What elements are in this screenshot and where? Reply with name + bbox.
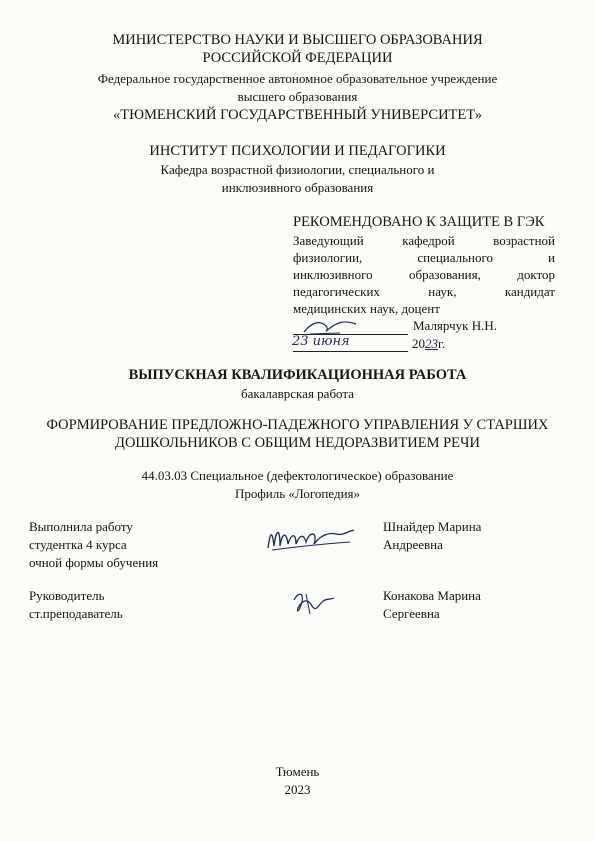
work-subtype: бакалаврская работа xyxy=(241,386,354,401)
supervisor-role-2: ст.преподаватель xyxy=(29,606,123,621)
approval-line: медицинских наук, доцент xyxy=(293,301,440,316)
university-name: «ТЮМЕНСКИЙ ГОСУДАРСТВЕННЫЙ УНИВЕРСИТЕТ» xyxy=(112,107,482,123)
footer-year: 2023 xyxy=(284,782,311,797)
approval-line: педагогических наук, кандидат xyxy=(293,284,555,299)
department-line-2: инклюзивного образования xyxy=(221,180,374,195)
work-type: ВЫПУСКНАЯ КВАЛИФИКАЦИОННАЯ РАБОТА xyxy=(128,367,467,383)
handwritten-date: 23 июня xyxy=(292,334,350,349)
supervisor-name-2: Сергеевна xyxy=(383,606,440,621)
profile: Профиль «Логопедия» xyxy=(234,486,361,501)
approval-line: Заведующий кафедрой возрастной xyxy=(293,233,555,248)
supervisor-role-1: Руководитель xyxy=(29,588,105,603)
specialty: 44.03.03 Специальное (дефектологическое) образование xyxy=(141,468,454,483)
date-underline xyxy=(293,351,408,352)
supervisor-signature xyxy=(288,588,338,618)
author-signature xyxy=(262,520,362,556)
institution-line-1: Федеральное государственное автономное образовательное учреждение xyxy=(97,71,498,86)
ministry-line-1: МИНИСТЕРСТВО НАУКИ И ВЫСШЕГО ОБРАЗОВАНИЯ xyxy=(112,32,483,48)
institute-name: ИНСТИТУТ ПСИХОЛОГИИ И ПЕДАГОГИКИ xyxy=(149,143,446,159)
author-name-1: Шнайдер Марина xyxy=(383,519,482,534)
approval-line: физиологии, специального и xyxy=(293,250,555,265)
head-name: Малярчук Н.Н. xyxy=(413,318,497,333)
approval-line: инклюзивного образования, доктор xyxy=(293,267,555,282)
institution-line-2: высшего образования xyxy=(237,89,358,104)
department-line-1: Кафедра возрастной физиологии, специального и xyxy=(160,162,435,177)
supervisor-name-1: Конакова Марина xyxy=(383,588,481,603)
author-role-1: Выполнила работу xyxy=(29,519,133,534)
footer-city: Тюмень xyxy=(275,764,320,779)
author-name-2: Андреевна xyxy=(383,537,443,552)
ministry-line-2: РОССИЙСКОЙ ФЕДЕРАЦИИ xyxy=(202,50,393,66)
author-role-3: очной формы обучения xyxy=(29,555,159,570)
approval-block xyxy=(293,232,555,317)
year-line: 2023г. xyxy=(412,336,446,351)
work-title-2: ДОШКОЛЬНИКОВ С ОБЩИМ НЕДОРАЗВИТИЕМ РЕЧИ xyxy=(115,435,480,451)
author-role-2: студентка 4 курса xyxy=(29,537,127,552)
work-title-1: ФОРМИРОВАНИЕ ПРЕДЛОЖНО-ПАДЕЖНОГО УПРАВЛЕНИЯ У СТАРШИХ xyxy=(46,417,549,433)
year-handwritten: 23 xyxy=(425,336,438,351)
approval-title: РЕКОМЕНДОВАНО К ЗАЩИТЕ В ГЭК xyxy=(293,214,545,230)
